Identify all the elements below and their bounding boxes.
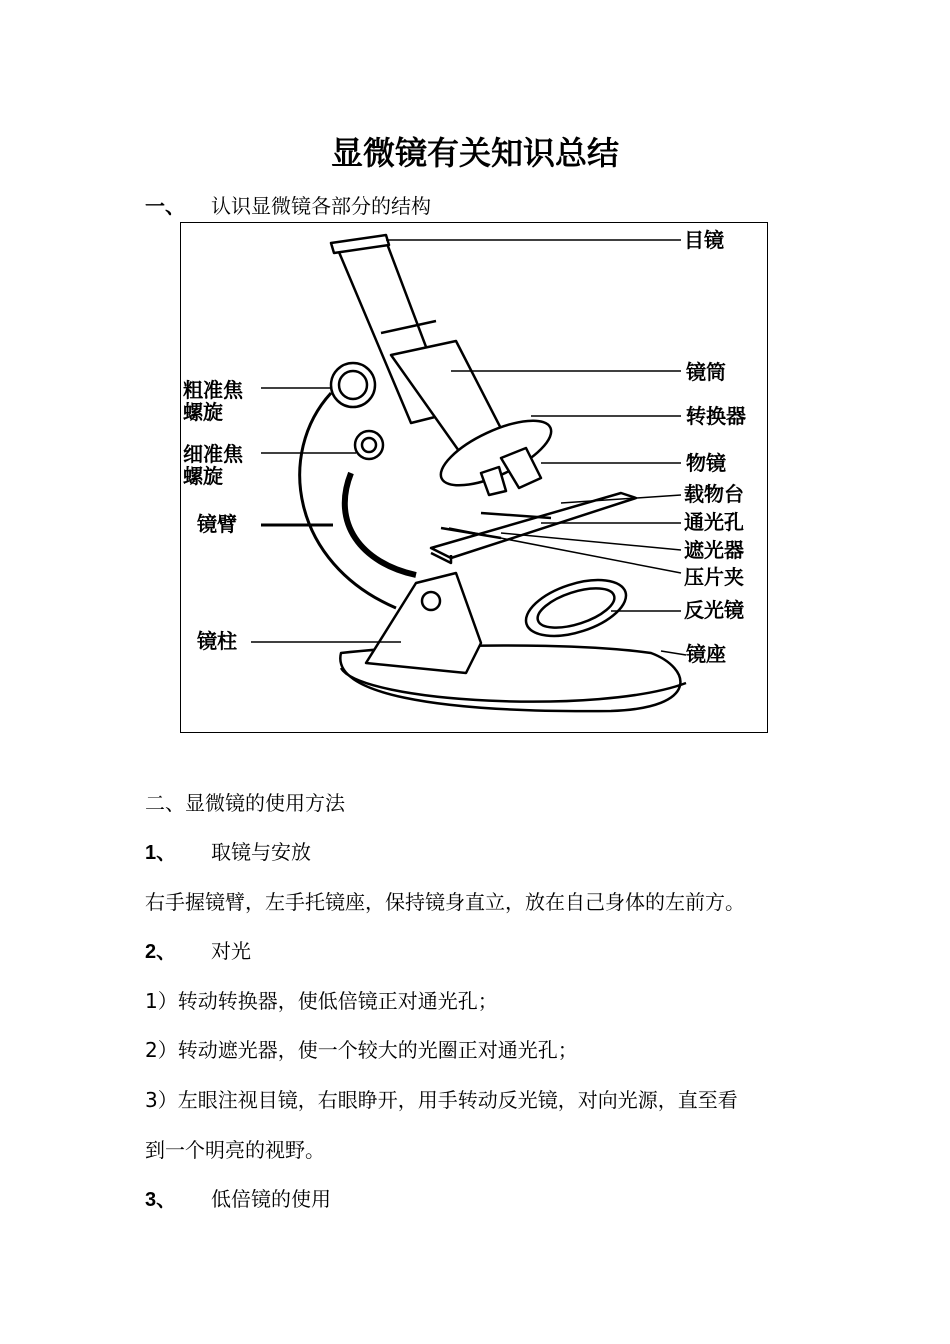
- step-1-number: 1、: [145, 842, 177, 864]
- step-2-item-3-cont: 到一个明亮的视野。: [145, 1138, 325, 1162]
- step-2-heading: [145, 935, 251, 964]
- step-1-title: 取镜与安放: [211, 840, 311, 864]
- step-3-heading: [145, 1183, 331, 1212]
- step-2-title: 对光: [211, 939, 251, 963]
- label-fine-line2: 螺旋: [183, 464, 223, 488]
- label-objective: 物镜: [686, 451, 726, 475]
- step-2-item-2: 2）转动遮光器，使一个较大的光圈正对通光孔；: [145, 1038, 578, 1062]
- microscope-drawing: [181, 223, 767, 732]
- label-nosepiece: 转换器: [686, 404, 746, 428]
- section-2-heading: 二、显微镜的使用方法: [145, 791, 345, 815]
- step-2-item-1: 1）转动转换器，使低倍镜正对通光孔；: [145, 989, 498, 1013]
- step-2-number: 2、: [145, 941, 177, 963]
- label-stage: 载物台: [684, 482, 744, 506]
- section-1-number: 一、: [145, 196, 185, 218]
- label-eyepiece: 目镜: [684, 228, 724, 252]
- microscope-diagram: [180, 222, 768, 733]
- label-diaphragm: 遮光器: [684, 538, 744, 562]
- label-arm: 镜臂: [197, 512, 237, 536]
- label-clips: 压片夹: [684, 565, 744, 589]
- label-fine-line1: 细准焦: [183, 442, 243, 466]
- step-3-title: 低倍镜的使用: [211, 1187, 331, 1211]
- label-pillar: 镜柱: [197, 629, 237, 653]
- step-1-heading: [145, 836, 311, 865]
- label-coarse-line1: 粗准焦: [183, 378, 243, 402]
- section-1-heading: [145, 190, 431, 219]
- section-1-text: 认识显微镜各部分的结构: [211, 194, 431, 218]
- label-base: 镜座: [686, 642, 726, 666]
- page-title: 显微镜有关知识总结: [330, 134, 619, 172]
- step-1-text: 右手握镜臂，左手托镜座，保持镜身直立，放在自己身体的左前方。: [145, 890, 745, 914]
- label-aperture: 通光孔: [684, 510, 744, 534]
- label-mirror: 反光镜: [684, 598, 744, 622]
- step-2-item-3: 3）左眼注视目镜，右眼睁开，用手转动反光镜，对向光源，直至看: [145, 1088, 738, 1112]
- label-tube: 镜筒: [686, 360, 726, 384]
- label-coarse-line2: 螺旋: [183, 400, 223, 424]
- step-3-number: 3、: [145, 1189, 177, 1211]
